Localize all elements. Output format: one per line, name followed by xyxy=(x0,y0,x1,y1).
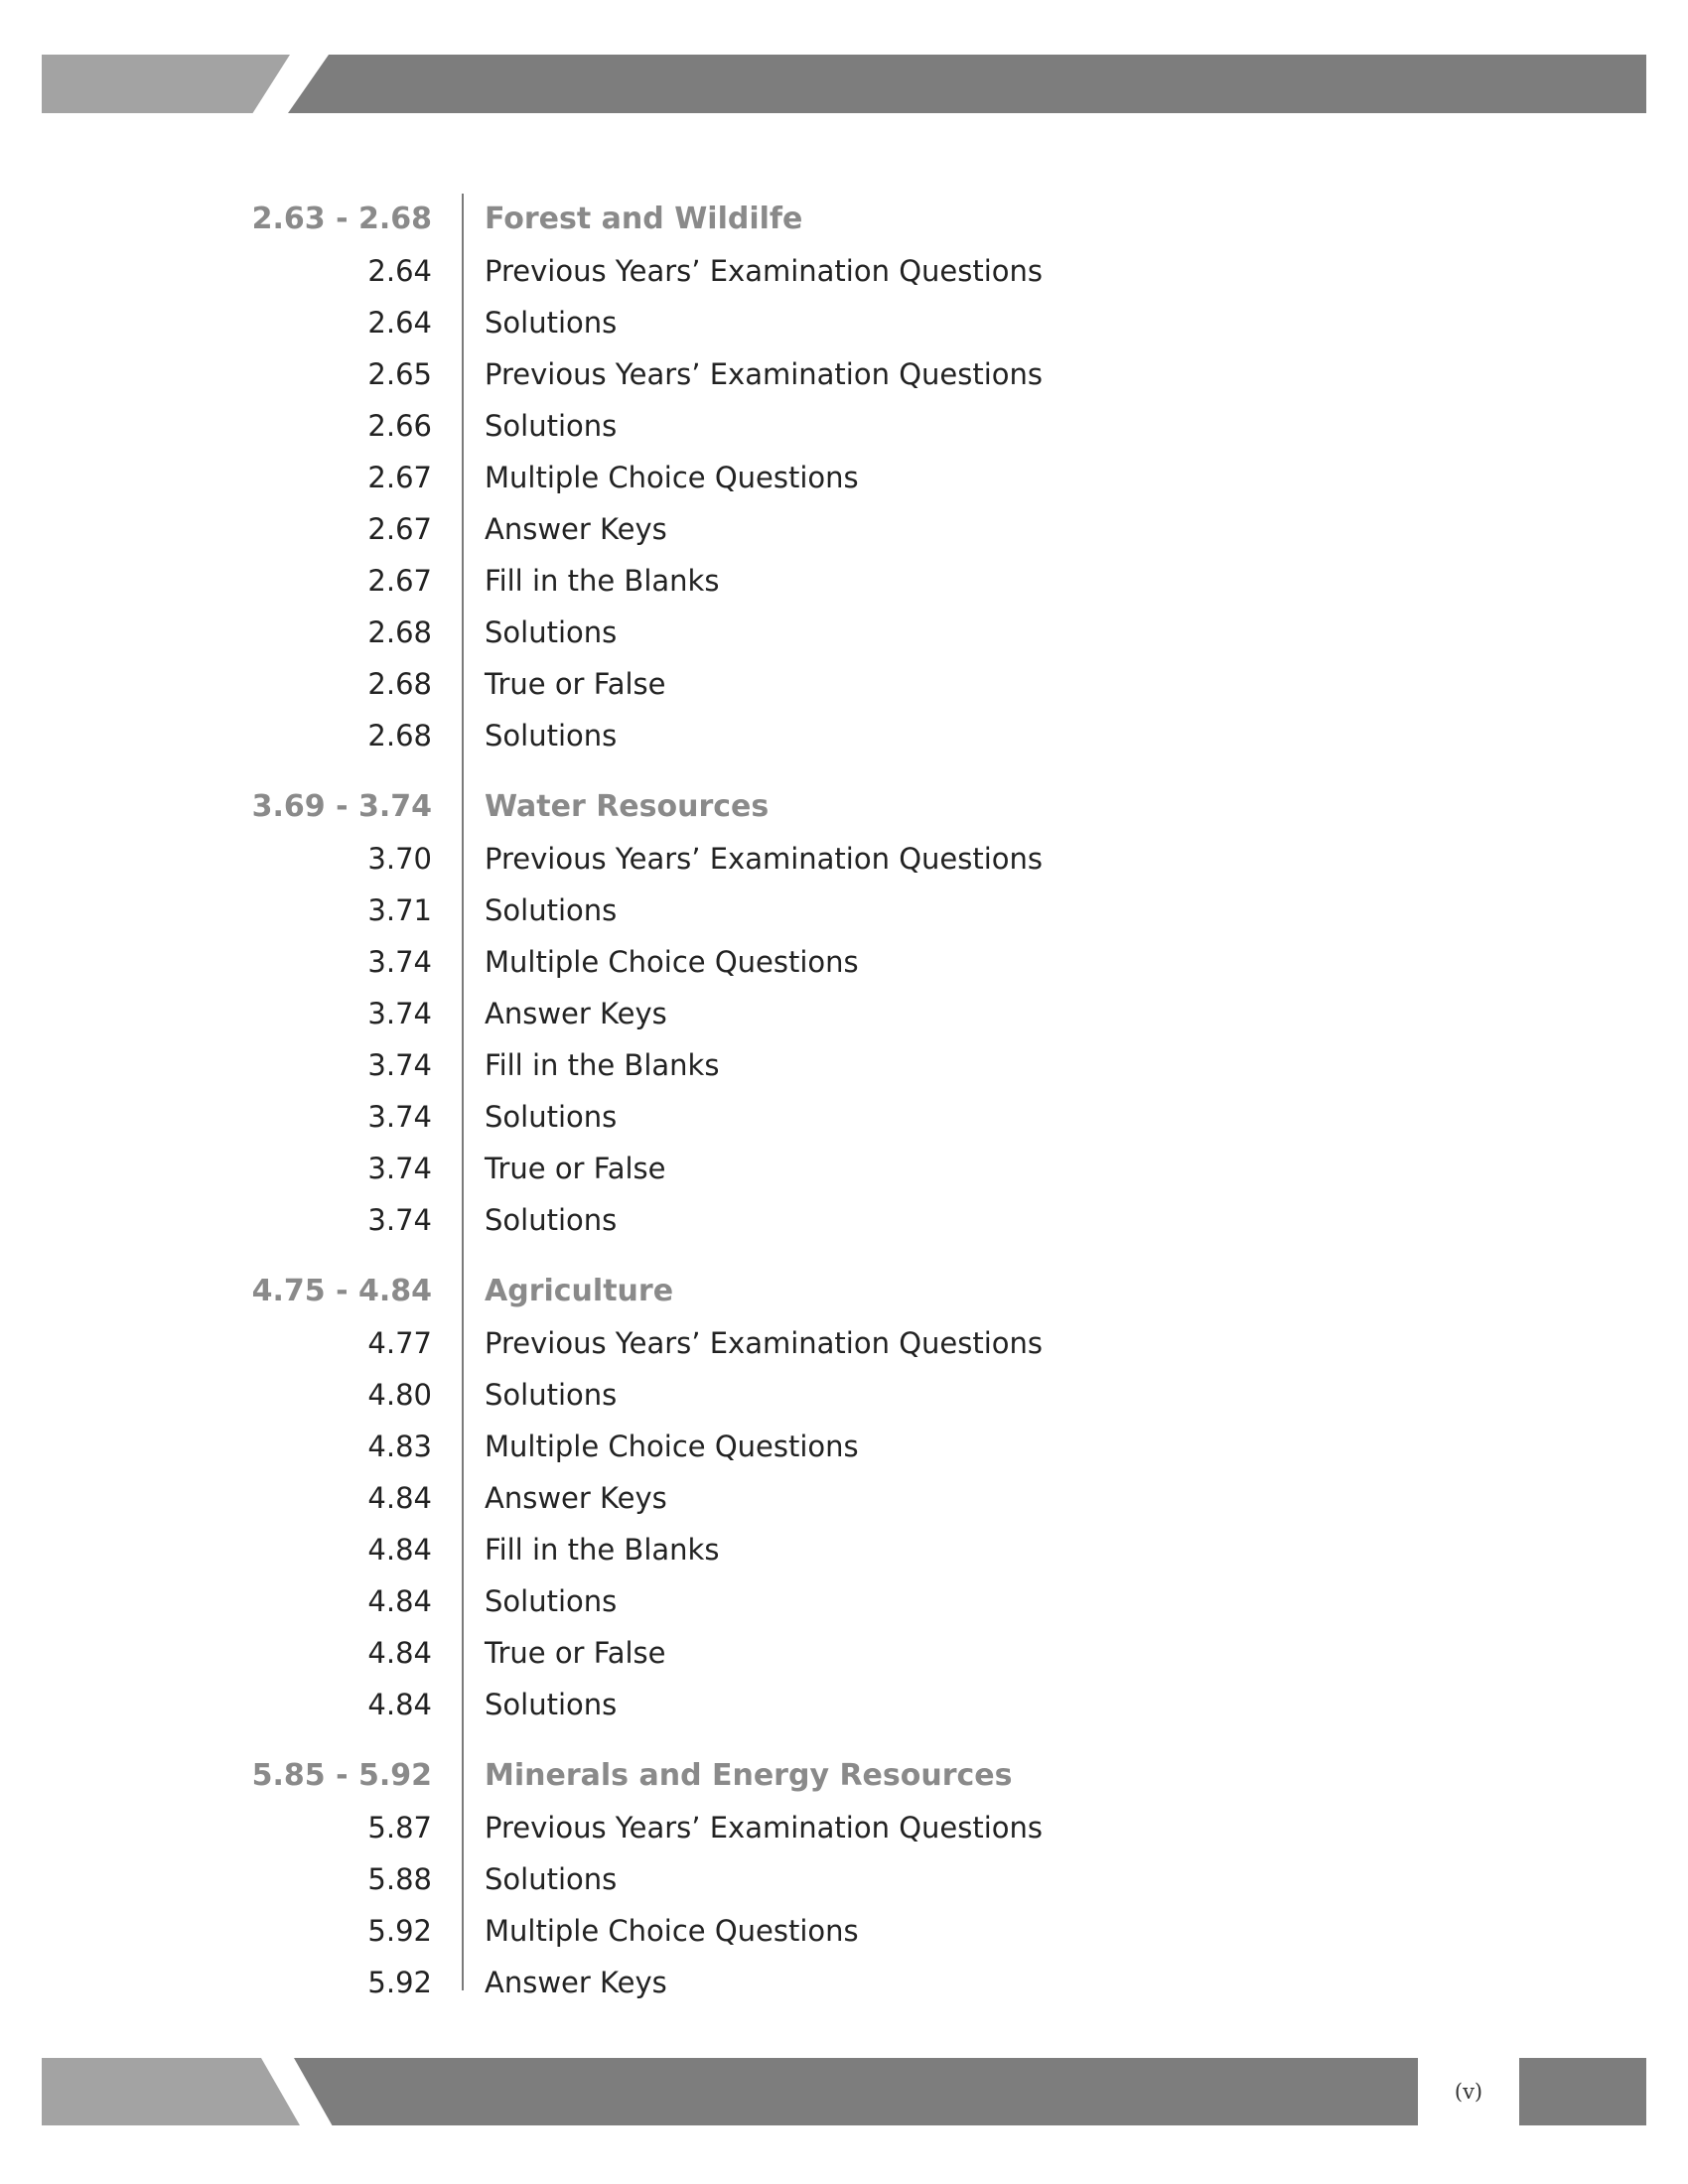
toc-entry[interactable] xyxy=(0,1421,1688,1472)
entry-title: Previous Years’ Examination Questions xyxy=(485,357,1044,391)
entry-page-number: 2.64 xyxy=(367,254,432,288)
entry-title: Multiple Choice Questions xyxy=(485,945,859,979)
entry-page-number: 4.84 xyxy=(367,1533,432,1567)
entry-page-number: 5.87 xyxy=(367,1811,432,1844)
entry-title: Solutions xyxy=(485,409,618,443)
entry-page-number: 4.84 xyxy=(367,1481,432,1515)
toc-entry[interactable] xyxy=(0,1627,1688,1679)
toc-entry[interactable] xyxy=(0,1524,1688,1575)
toc-entry[interactable] xyxy=(0,1143,1688,1194)
entry-page-number: 3.74 xyxy=(367,1100,432,1134)
bottom-band-light xyxy=(42,2058,300,2125)
section-header[interactable] xyxy=(0,1750,1688,1802)
entry-page-number: 2.68 xyxy=(367,615,432,649)
toc-section xyxy=(0,1750,1688,2008)
entry-page-number: 2.66 xyxy=(367,409,432,443)
entry-title: Previous Years’ Examination Questions xyxy=(485,254,1044,288)
entry-page-number: 2.67 xyxy=(367,564,432,598)
entry-title: Solutions xyxy=(485,893,618,927)
entry-page-number: 3.70 xyxy=(367,842,432,876)
section-title: Minerals and Energy Resources xyxy=(485,1758,1013,1793)
entry-title: Previous Years’ Examination Questions xyxy=(485,1811,1044,1844)
entry-title: Solutions xyxy=(485,615,618,649)
toc-entry[interactable] xyxy=(0,936,1688,988)
entry-title: Multiple Choice Questions xyxy=(485,461,859,494)
section-title: Agriculture xyxy=(485,1274,674,1308)
section-header[interactable] xyxy=(0,781,1688,833)
toc-entry[interactable] xyxy=(0,710,1688,761)
entry-title: Fill in the Blanks xyxy=(485,564,720,598)
toc-entry[interactable] xyxy=(0,1575,1688,1627)
toc-entry[interactable] xyxy=(0,1039,1688,1091)
entry-page-number: 2.68 xyxy=(367,667,432,701)
entry-page-number: 3.74 xyxy=(367,1203,432,1237)
entry-page-number: 2.68 xyxy=(367,719,432,752)
entry-page-number: 4.84 xyxy=(367,1584,432,1618)
entry-page-number: 3.74 xyxy=(367,1152,432,1185)
entry-title: Fill in the Blanks xyxy=(485,1533,720,1567)
entry-page-number: 3.74 xyxy=(367,945,432,979)
entry-title: Solutions xyxy=(485,306,618,340)
entry-title: Multiple Choice Questions xyxy=(485,1430,859,1463)
entry-page-number: 2.67 xyxy=(367,461,432,494)
entry-title: True or False xyxy=(485,667,666,701)
entry-page-number: 4.84 xyxy=(367,1636,432,1670)
entry-page-number: 3.74 xyxy=(367,1048,432,1082)
entry-title: True or False xyxy=(485,1152,666,1185)
toc-entry[interactable] xyxy=(0,400,1688,452)
section-title: Forest and Wildilfe xyxy=(485,202,803,236)
entry-title: Solutions xyxy=(485,1203,618,1237)
entry-page-number: 5.88 xyxy=(367,1862,432,1896)
entry-page-number: 4.83 xyxy=(367,1430,432,1463)
entry-title: Answer Keys xyxy=(485,1481,667,1515)
section-page-range: 4.75 - 4.84 xyxy=(251,1274,432,1308)
toc-entry[interactable] xyxy=(0,1369,1688,1421)
toc-section xyxy=(0,1266,1688,1730)
toc-section xyxy=(0,781,1688,1246)
entry-title: Previous Years’ Examination Questions xyxy=(485,1326,1044,1360)
entry-title: Solutions xyxy=(485,1100,618,1134)
entry-title: Answer Keys xyxy=(485,1966,667,1999)
entry-page-number: 3.74 xyxy=(367,997,432,1030)
entry-page-number: 3.71 xyxy=(367,893,432,927)
toc-entry[interactable] xyxy=(0,245,1688,297)
entry-title: Previous Years’ Examination Questions xyxy=(485,842,1044,876)
toc-entry[interactable] xyxy=(0,1957,1688,2008)
toc-entry[interactable] xyxy=(0,1802,1688,1853)
toc-entry[interactable] xyxy=(0,297,1688,348)
entry-title: Multiple Choice Questions xyxy=(485,1914,859,1948)
toc-entry[interactable] xyxy=(0,1905,1688,1957)
entry-title: True or False xyxy=(485,1636,666,1670)
entry-title: Solutions xyxy=(485,1688,618,1721)
entry-title: Solutions xyxy=(485,1378,618,1412)
section-header[interactable] xyxy=(0,194,1688,245)
entry-page-number: 5.92 xyxy=(367,1914,432,1948)
toc-entry[interactable] xyxy=(0,1472,1688,1524)
entry-page-number: 4.80 xyxy=(367,1378,432,1412)
toc-entry[interactable] xyxy=(0,452,1688,503)
entry-title: Answer Keys xyxy=(485,997,667,1030)
top-band-light xyxy=(42,55,290,113)
section-page-range: 5.85 - 5.92 xyxy=(251,1758,432,1793)
toc-entry[interactable] xyxy=(0,658,1688,710)
toc-entry[interactable] xyxy=(0,1091,1688,1143)
top-band-dark xyxy=(288,55,1646,113)
section-page-range: 3.69 - 3.74 xyxy=(251,789,432,824)
entry-page-number: 4.84 xyxy=(367,1688,432,1721)
entry-title: Solutions xyxy=(485,1584,618,1618)
entry-page-number: 2.64 xyxy=(367,306,432,340)
toc-entry[interactable] xyxy=(0,885,1688,936)
entry-page-number: 5.92 xyxy=(367,1966,432,1999)
toc-entry[interactable] xyxy=(0,348,1688,400)
toc-section xyxy=(0,194,1688,761)
toc-entry[interactable] xyxy=(0,555,1688,607)
entry-page-number: 2.67 xyxy=(367,512,432,546)
section-title: Water Resources xyxy=(485,789,770,824)
entry-page-number: 4.77 xyxy=(367,1326,432,1360)
toc-entry[interactable] xyxy=(0,988,1688,1039)
toc-entry[interactable] xyxy=(0,1194,1688,1246)
toc-entry[interactable] xyxy=(0,1853,1688,1905)
page-number: (v) xyxy=(1454,2080,1483,2104)
entry-page-number: 2.65 xyxy=(367,357,432,391)
toc-entry[interactable] xyxy=(0,503,1688,555)
entry-title: Answer Keys xyxy=(485,512,667,546)
entry-title: Fill in the Blanks xyxy=(485,1048,720,1082)
section-page-range: 2.63 - 2.68 xyxy=(251,202,432,236)
bottom-band-end xyxy=(1519,2058,1646,2125)
entry-title: Solutions xyxy=(485,719,618,752)
toc-entry[interactable] xyxy=(0,833,1688,885)
section-header[interactable] xyxy=(0,1266,1688,1317)
toc-entry[interactable] xyxy=(0,1679,1688,1730)
entry-title: Solutions xyxy=(485,1862,618,1896)
bottom-band-dark xyxy=(294,2058,1418,2125)
table-of-contents xyxy=(0,194,1688,2008)
toc-entry[interactable] xyxy=(0,1317,1688,1369)
toc-entry[interactable] xyxy=(0,607,1688,658)
